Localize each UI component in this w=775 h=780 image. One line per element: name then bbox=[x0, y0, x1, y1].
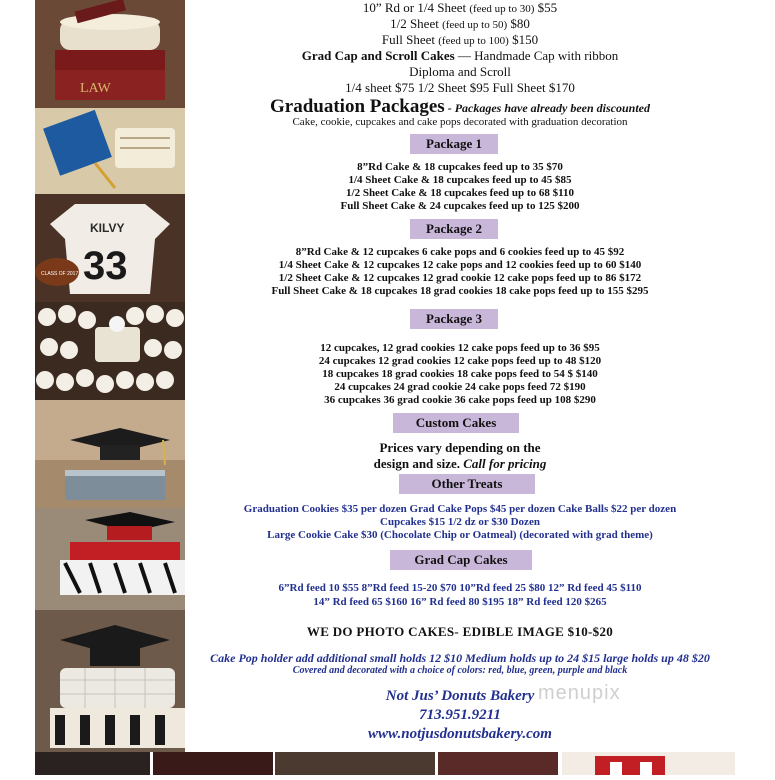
package-1-item: 1/4 Sheet Cake & 18 cupcakes feed up to 45 $85 bbox=[348, 174, 572, 186]
grad-cap-prices: 1/4 sheet $75 1/2 Sheet $95 Full Sheet $170 bbox=[345, 80, 575, 95]
price-value: $80 bbox=[510, 16, 530, 31]
other-treats-line-2: Cupcakes $15 1/2 dz or $30 Dozen bbox=[380, 516, 540, 528]
packages-note: - Packages have already been discounted bbox=[444, 101, 650, 115]
cake-pop-line-1: Cake Pop holder add additional small holds 12 $10 Medium holds up to 24 $15 large holds up 48 $20 bbox=[210, 651, 710, 665]
packages-subtitle: Cake, cookie, cupcakes and cake pops decorated with graduation decoration bbox=[292, 116, 628, 128]
custom-line-2 bbox=[185, 456, 735, 472]
package-3-tab: Package 3 bbox=[410, 309, 498, 329]
package-3-item: 24 cupcakes 24 grad cookie 24 cake pops feed 72 $190 bbox=[334, 381, 586, 393]
package-3-item: 18 cupcakes 18 grad cookies 18 cake pops feed to 54 $ $140 bbox=[322, 368, 598, 380]
grad-cap-scroll-line bbox=[185, 48, 735, 64]
custom-line-1: Prices vary depending on the bbox=[379, 440, 541, 455]
package-1-tab: Package 1 bbox=[410, 134, 498, 154]
price-label: 10” Rd or 1/4 Sheet bbox=[362, 0, 467, 15]
grad-cap-cakes-line-1: 6”Rd feed 10 $55 8”Rd feed 15-20 $70 10”Rd feed 25 $80 12” Rd feed 45 $110 bbox=[278, 582, 642, 594]
zebra-cake-photo bbox=[35, 508, 185, 612]
call-for-pricing: Call for pricing bbox=[460, 456, 547, 471]
law-text: LAW bbox=[80, 81, 111, 96]
price-full-sheet bbox=[185, 32, 735, 48]
other-treats-line-1: Graduation Cookies $35 per dozen Grad Cake Pops $45 per dozen Cake Balls $22 per dozen bbox=[243, 503, 677, 515]
price-label: 1/2 Sheet bbox=[390, 16, 439, 31]
package-3-item: 12 cupcakes, 12 grad cookies 12 cake pops feed up to 36 $95 bbox=[320, 342, 600, 354]
law-cake-photo bbox=[35, 0, 185, 110]
package-3-item: 36 cupcakes 36 grad cookie 36 cake pops feed up 108 $290 bbox=[324, 394, 596, 406]
jersey-name: KILVY bbox=[90, 221, 125, 235]
feed-label: (feed up to 100) bbox=[438, 35, 509, 47]
package-2-item: 1/4 Sheet Cake & 12 cupcakes 12 cake pops and 12 cookies feed up to 60 $140 bbox=[278, 259, 642, 271]
bakery-name: Not Jus’ Donuts Bakery bbox=[385, 688, 535, 704]
football-jersey-cake-photo bbox=[35, 194, 185, 304]
price-half-sheet bbox=[185, 16, 735, 32]
package-2-tab: Package 2 bbox=[410, 219, 498, 239]
packages-title: Graduation Packages bbox=[270, 96, 445, 117]
price-value: $150 bbox=[512, 32, 539, 47]
grad-cap-cakes-tab: Grad Cap Cakes bbox=[390, 550, 532, 570]
grad-cap-title: Grad Cap and Scroll Cakes bbox=[301, 48, 455, 63]
packages-header bbox=[185, 96, 735, 118]
other-treats-line-3: Large Cookie Cake $30 (Chocolate Chip or Oatmeal) (decorated with grad theme) bbox=[267, 529, 653, 541]
feed-label: (feed up to 30) bbox=[469, 3, 535, 15]
bakery-phone: 713.951.9211 bbox=[419, 707, 501, 723]
cake-pop-line-2: Covered and decorated with a choice of colors: red, blue, green, purple and black bbox=[292, 665, 628, 676]
bakery-website[interactable]: www.notjusdonutsbakery.com bbox=[368, 726, 552, 742]
package-2-item: Full Sheet Cake & 18 cupcakes 18 grad cookies 18 cake pops feed up to 155 $295 bbox=[271, 285, 649, 297]
price-round-quarter bbox=[185, 0, 735, 16]
package-1-item: 1/2 Sheet Cake & 18 cupcakes feed up to 68 $110 bbox=[346, 187, 574, 199]
watermark: menupix bbox=[538, 682, 621, 704]
photo-cakes-heading: WE DO PHOTO CAKES- EDIBLE IMAGE $10-$20 bbox=[306, 624, 614, 639]
price-label: Full Sheet bbox=[381, 32, 436, 47]
custom-cakes-tab: Custom Cakes bbox=[393, 413, 519, 433]
feed-label: (feed up to 50) bbox=[442, 19, 508, 31]
quilted-cake-photo bbox=[35, 610, 185, 754]
custom-design-size: design and size. bbox=[373, 456, 460, 471]
cupcakes-photo bbox=[35, 302, 185, 402]
menu-content bbox=[185, 0, 735, 775]
grad-cap-desc2: Diploma and Scroll bbox=[409, 64, 511, 79]
package-1-item: 8”Rd Cake & 18 cupcakes feed up to 35 $70 bbox=[357, 161, 563, 173]
package-2-item: 8”Rd Cake & 12 cupcakes 6 cake pops and 6 cookies feed up to 45 $92 bbox=[295, 246, 625, 258]
football-text: CLASS OF 2017 bbox=[41, 271, 79, 277]
cap-cake-photo bbox=[35, 400, 185, 510]
grad-cap-desc: — Handmade Cap with ribbon bbox=[454, 48, 619, 63]
package-1-item: Full Sheet Cake & 24 cupcakes feed up to 125 $200 bbox=[340, 200, 580, 212]
photo-column bbox=[35, 0, 185, 775]
price-value: $55 bbox=[537, 0, 558, 15]
grad-cap-cakes-line-2: 14” Rd feed 65 $160 16” Rd feed 80 $195 18” Rd feed 120 $265 bbox=[313, 596, 607, 608]
other-treats-tab: Other Treats bbox=[399, 474, 535, 494]
package-3-item: 24 cupcakes 12 grad cookies 12 cake pops feed up to 48 $120 bbox=[318, 355, 602, 367]
package-2-item: 1/2 Sheet Cake & 12 cupcakes 12 grad cookie 12 cake pops feed up to 86 $172 bbox=[278, 272, 642, 284]
diploma-cake-photo bbox=[35, 108, 185, 196]
jersey-number: 33 bbox=[83, 244, 128, 288]
